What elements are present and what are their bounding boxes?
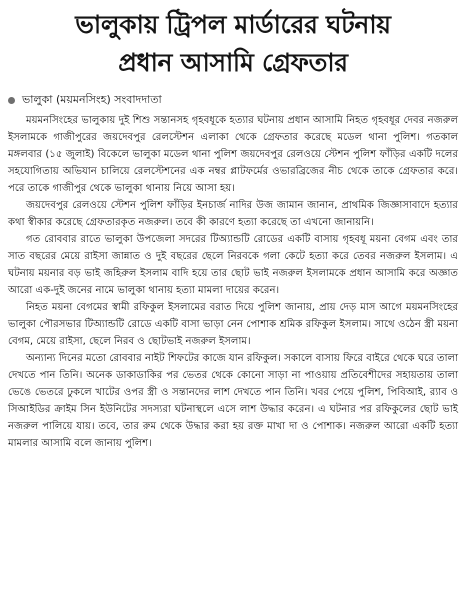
headline-line-1: ভালুকায় ট্রিপল মার্ডারের ঘটনায় [75,10,391,39]
byline-text: ভালুকা (ময়মনসিংহ) সংবাদদাতা [22,92,162,106]
headline-line-2: প্রধান আসামি গ্রেফতার [118,48,348,77]
article-body [8,112,458,452]
paragraph-1: ময়মনসিংহের ভালুকায় দুই শিশু সন্তানসহ গৃহবধূকে হত্যার ঘটনায় প্রধান আসামি নিহত গৃহবধূর দেবর নজরুল ইসলামকে গাজীপুরের জয়দেবপুর রেলস্টেশন এলাকা থেকে গ্রেফতার করেছে মডেল থানা পুলিশ। গতকাল মঙ্গলবার (১৫ জুলাই) বিকেলে ভালুকা মডেল থানা পুলিশ জয়দেবপুর রেলওয়ে স্টেশন পুলিশ ফাঁড়ির একটি দলের সহযোগিতায় অভিযান চালিয়ে রেলস্টেশনের এক নম্বর প্লাটফর্মের ওভারব্রিজের নীচ থেকে তাকে গ্রেফতার করে। পরে তাকে গাজীপুর থেকে ভালুকা থানায় নিয়ে আসা হয়। [8,115,458,194]
paragraph-3: গত রোববার রাতে ভালুকা উপজেলা সদরের টিঅ্যান্ডটি রোডের একটি বাসায় গৃহবধূ ময়না বেগম এবং তার সাত বছরের মেয়ে রাইসা জান্নাত ও দুই বছরের ছেলে নিরবকে গলা কেটে হত্যা করে তেবর নজরুল ইসলাম। এ ঘটনায় ময়নার বড় ভাই জহিরুল ইসলাম বাদি হয়ে তার ছোট ভাই নজরুল ইসলামকে প্রধান আসামি করে অজ্ঞাত আরো এক-দুই জনের নামে ভালুকা থানায় হত্যা মামলা দায়ের করেন। [8,234,458,296]
paragraph-5: অন্যান্য দিনের মতো রোববার নাইট শিফটের কাজে যান রফিকুল। সকালে বাসায় ফিরে বাইরে থেকে ঘরে তালা দেখতে পান তিনি। অনেক ডাকাডাকির পর ভেতর থেকে কোনো সাড়া না পাওয়ায় প্রতিবেশীদের সহায়তায় তালা ভেঙে ভেতরে ঢুকলে খাটের ওপর স্ত্রী ও সন্তানদের লাশ দেখতে পান তিনি। খবর পেয়ে পুলিশ, পিবিআই, র‍্যাব ও সিআইডির ক্রাইম সিন ইউনিটের সদস্যরা ঘটনাস্থলে এসে লাশ উদ্ধার করেন। এ ঘটনার পর রফিকুলের ছোট ভাই নজরুল পালিয়ে যায়। তবে, তার রুম থেকে উদ্ধার করা হয় রক্ত মাখা দা ও পোশাক। নজরুল আরো একটি হত্যা মামলার আসামি বলে জানায় পুলিশ। [8,353,458,449]
paragraph-2: জয়দেবপুর রেলওয়ে স্টেশন পুলিশ ফাঁড়ির ইনচার্জ নাদির উজ জামান জানান, প্রাথমিক জিজ্ঞাসাবাদে হত্যার কথা স্বীকার করেছে গ্রেফতারকৃত নজরুল। তবে কী কারণে হত্যা করেছে তা এখনো জানায়নি। [8,200,458,228]
paragraph-4: নিহত ময়না বেগমের স্বামী রফিকুল ইসলামের বরাত দিয়ে পুলিশ জানায়, প্রায় দেড় মাস আগে ময়মনসিংহের ভালুকা পৌরসভার টিঅ্যান্ডটি রোডে একটি বাসা ভাড়া নেন পোশাক শ্রমিক রফিকুল ইসলাম। সাথে ওঠেন স্ত্রী ময়না বেগম, মেয়ে রাইসা, ছেলে নিরব ও ছোটভাই নজরুল ইসলাম। [8,302,458,347]
headline [8,6,458,82]
bullet-icon [8,97,15,104]
byline [8,90,458,110]
